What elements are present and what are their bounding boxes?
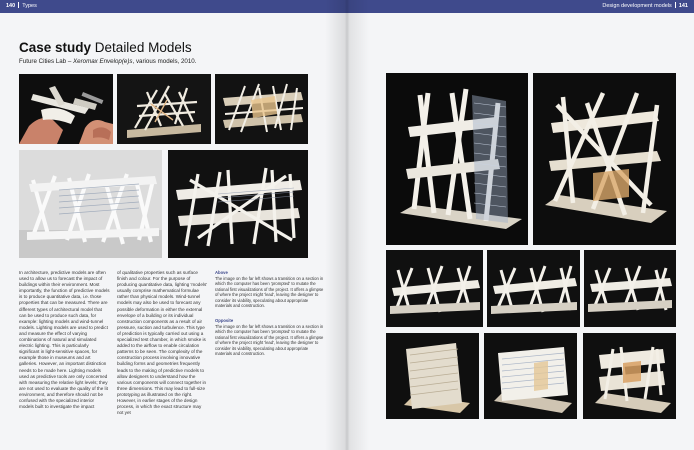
photo-bridge-model-1: [386, 250, 483, 327]
case-study-credit: [19, 58, 196, 65]
caption-opposite-text: The image on the far left shows a transition on a section in which the computer has been 'prompted' to mutate the rational first visualizations of the project. It offers a glimpse of where the project might 'lead', leaving the designer to consider its viability, speculating about appropriate materials and construction.: [215, 323, 324, 356]
right-header-bar: [347, 0, 694, 13]
case-study-title: [19, 40, 192, 55]
photo-bridge-model-3: [584, 250, 676, 327]
body-text-column-1: [19, 270, 110, 410]
credit-prefix: Future Cities Lab –: [19, 58, 73, 65]
left-section-name: Types: [22, 3, 37, 9]
caption-above: [215, 270, 325, 309]
title-regular: Detailed Models: [94, 40, 192, 55]
photo-hand-cutting-model: [19, 74, 113, 144]
right-section-name: Design development models: [602, 3, 672, 9]
caption-opposite: [215, 318, 325, 357]
photo-block-model-1: [386, 333, 479, 419]
caption-above-heading: Above: [215, 270, 228, 275]
photo-model-detail-a: [117, 74, 211, 144]
right-folio: [602, 2, 688, 9]
caption-above-text: The image on the far left shows a transition on a section in which the computer has been 'prompted' to mutate the rational first visualizations of the project. It offers a glimpse of where the project might 'lead', leaving the designer to consider its viability, speculating about appropriate materials and construction.: [215, 275, 324, 308]
photo-bridge-model-2: [487, 250, 580, 327]
body-paragraph-1: In architecture, predictive models are often used to allow us to forecast the impact of buildings within their environment. Most importantly, the function of predictive models is to produce quantitative data, i.e. those properties that can be measured. There are different types of architectural model that can be used to produce such data, for example: lighting models and wind-tunnel models. Lighting models are used to predict and measure the effect of varying combinations of natural and simulated electric lighting. This is particularly significant in light-sensitive spaces, for example those in museums and art galleries. However, an important distinction needs to be made here. Lighting models used as predictive tools are only concerned with measuring the relative light levels; they are not used to evaluate the quality of the lit environment, and therefore should not be confused with the specialized interior models built to investigate the impact: [19, 270, 110, 410]
photo-model-detail-b: [215, 74, 308, 144]
credit-suffix: , various models, 2010.: [132, 58, 197, 65]
photo-tower-model-glass: [386, 73, 528, 245]
photo-block-model-2: [484, 333, 577, 419]
left-header-bar: [0, 0, 347, 13]
photo-tower-model-crossframe: [533, 73, 676, 245]
title-bold: Case study: [19, 40, 92, 55]
credit-project-name: Xeromax Envelop(e)s: [73, 58, 133, 65]
left-folio: [6, 2, 37, 9]
photo-block-model-3: [583, 333, 676, 419]
left-page-number: 140: [6, 3, 16, 9]
folio-divider: [675, 2, 676, 8]
photo-model-large-wireframe: [19, 150, 162, 258]
caption-opposite-heading: Opposite: [215, 318, 234, 323]
right-page-number: 141: [678, 3, 688, 9]
body-paragraph-2: of qualitative properties such as surface finish and colour. For the purpose of producing quantitative data, lighting 'models' usually comprise mathematical formulae rather than physical models. Wind-tunnel models may also be used to forecast any possible deformation in either the external envelope of a building or its individual construction components as a result of air pressure, suction and turbulence. This type of prediction is typically carried out using a specialized test chamber, in which smoke is added to the airflow to enable circulation patterns to be seen. The complexity of the construction process involving innovative building forms and geometries frequently leads to the making of predictive models to allow designers to understand how the various components will connect together in three dimensions. This may lead to full-size prototyping as illustrated on the right. However, in earlier stages of the design process, in which the exact structure may not yet: [117, 270, 208, 416]
body-text-column-2: [117, 270, 208, 416]
folio-divider: [18, 2, 19, 8]
photo-model-large-frame: [168, 150, 308, 258]
